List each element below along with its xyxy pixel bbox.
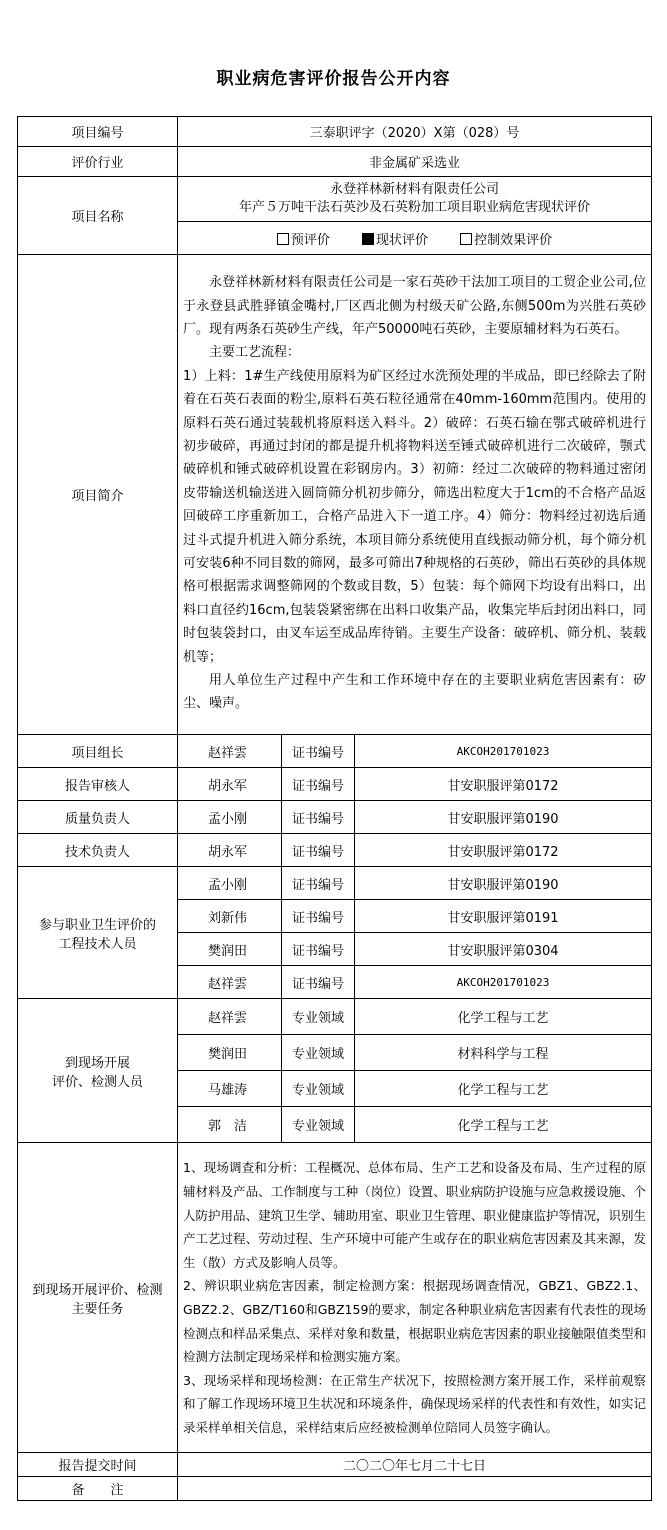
onsite-label: 到现场开展 评价、检测人员 — [18, 999, 178, 1143]
onsite-specialty: 化学工程与工艺 — [355, 1107, 652, 1143]
row-intro — [18, 255, 652, 735]
row-submit — [18, 1453, 652, 1477]
onsite-specialty: 材料科学与工程 — [355, 1035, 652, 1071]
onsite-name: 樊润田 — [178, 1035, 282, 1071]
task-paragraph: 1、现场调查和分析：工程概况、总体布局、生产工艺和设备及布局、生产过程的原辅材料及产品、工作制度与工种（岗位）设置、职业病防护设施与应急救援设施、个人防护用品、建筑卫生学、辅助用室、职业卫生管理、职业健康监护等情况，识别生产工艺过程、劳动过程、生产环境中可能产生或存在的职业病危害因素及其来源，发生（散）方式及影响人员等。 — [183, 1160, 647, 1270]
project-no-label: 项目编号 — [18, 117, 178, 147]
leader-label: 项目组长 — [18, 735, 178, 768]
option-status-evaluation: 现状评价 — [362, 229, 428, 248]
reviewer-cert: 甘安职服评第0172 — [355, 768, 652, 801]
table-row — [18, 999, 652, 1035]
reviewer-field: 证书编号 — [282, 768, 355, 801]
engineer-name: 孟小刚 — [178, 867, 282, 900]
onsite-field: 专业领域 — [282, 999, 355, 1035]
intro-label: 项目简介 — [18, 255, 178, 735]
table-row — [18, 867, 652, 900]
checkbox-filled-icon — [362, 233, 374, 245]
project-name-line1: 永登祥林新材料有限责任公司 — [330, 182, 500, 197]
engineer-name: 赵祥雲 — [178, 966, 282, 999]
quality-field: 证书编号 — [282, 801, 355, 834]
project-no-value: 三泰职评字（2020）X第（028）号 — [178, 117, 652, 147]
project-name-line2: 年产５万吨干法石英沙及石英粉加工项目职业病危害现状评价 — [239, 200, 591, 215]
industry-label: 评价行业 — [18, 147, 178, 177]
quality-name: 孟小刚 — [178, 801, 282, 834]
leader-cert: AKCOH201701023 — [355, 735, 652, 768]
engineer-field: 证书编号 — [282, 867, 355, 900]
option-control-evaluation: 控制效果评价 — [460, 229, 552, 248]
engineer-name: 刘新伟 — [178, 900, 282, 933]
intro-paragraph: 主要工艺流程： — [209, 345, 301, 361]
engineer-field: 证书编号 — [282, 933, 355, 966]
checkbox-empty-icon — [277, 233, 289, 245]
engineer-field: 证书编号 — [282, 900, 355, 933]
onsite-specialty: 化学工程与工艺 — [355, 1071, 652, 1107]
quality-label: 质量负责人 — [18, 801, 178, 834]
onsite-specialty: 化学工程与工艺 — [355, 999, 652, 1035]
row-industry — [18, 147, 652, 177]
row-quality — [18, 801, 652, 834]
engineer-cert: 甘安职服评第0190 — [355, 867, 652, 900]
submit-label: 报告提交时间 — [18, 1453, 178, 1477]
remark-value — [178, 1477, 652, 1501]
industry-value: 非金属矿采选业 — [178, 147, 652, 177]
task-paragraph: 2、辨识职业病危害因素，制定检测方案：根据现场调查情况，GBZ1、GBZ2.1、GBZ2.2、GBZ/T160和GBZ159的要求，制定各种职业病危害因素有代表性的现场检测点和样品采集点、采样对象和数量，根据职业病危害因素的职业接触限值类型和检测方法制定现场采样和检测实施方案。 — [183, 1278, 647, 1365]
engineer-cert: 甘安职服评第0191 — [355, 900, 652, 933]
tasks-content — [178, 1143, 652, 1453]
row-project-name — [18, 177, 652, 222]
tech-label: 技术负责人 — [18, 834, 178, 867]
engineer-cert: AKCOH201701023 — [355, 966, 652, 999]
intro-content — [178, 255, 652, 735]
engineer-cert: 甘安职服评第0304 — [355, 933, 652, 966]
reviewer-label: 报告审核人 — [18, 768, 178, 801]
intro-paragraph: 永登祥林新材料有限责任公司是一家石英砂干法加工项目的工贸企业公司,位于永登县武胜驿镇金嘴村,厂区西北侧为村级天矿公路,东侧500m为兴胜石英砂厂。现有两条石英砂生产线，年产50000吨石英砂，主要原辅材料为石英石。 — [183, 275, 647, 337]
option-pre-evaluation: 预评价 — [277, 229, 330, 248]
engineers-label: 参与职业卫生评价的 工程技术人员 — [18, 867, 178, 999]
tech-field: 证书编号 — [282, 834, 355, 867]
engineer-field: 证书编号 — [282, 966, 355, 999]
tech-name: 胡永军 — [178, 834, 282, 867]
disclosure-table — [17, 116, 652, 1501]
onsite-field: 专业领域 — [282, 1071, 355, 1107]
evaluation-type-options — [178, 222, 652, 255]
onsite-name: 赵祥雲 — [178, 999, 282, 1035]
leader-field: 证书编号 — [282, 735, 355, 768]
leader-name: 赵祥雲 — [178, 735, 282, 768]
tasks-label: 到现场开展评价、检测 主要任务 — [18, 1143, 178, 1453]
remark-label: 备 注 — [18, 1477, 178, 1501]
tech-cert: 甘安职服评第0172 — [355, 834, 652, 867]
engineer-name: 樊润田 — [178, 933, 282, 966]
project-name-label: 项目名称 — [18, 177, 178, 255]
submit-date: 二〇二〇年七月二十七日 — [178, 1453, 652, 1477]
onsite-field: 专业领域 — [282, 1107, 355, 1143]
task-paragraph: 3、现场采样和现场检测：在正常生产状况下，按照检测方案开展工作，采样前观察和了解工作现场环境卫生状况和环境条件，确保现场采样的代表性和有效性，如实记录采样单相关信息，采样结束后应经被检测单位陪同人员签字确认。 — [183, 1372, 647, 1435]
row-project-no — [18, 117, 652, 147]
reviewer-name: 胡永军 — [178, 768, 282, 801]
intro-paragraph: 用人单位生产过程中产生和工作环境中存在的主要职业病危害因素有：矽尘、噪声。 — [183, 673, 647, 712]
row-tasks — [18, 1143, 652, 1453]
quality-cert: 甘安职服评第0190 — [355, 801, 652, 834]
checkbox-empty-icon — [460, 233, 472, 245]
page-title: 职业病危害评价报告公开内容 — [216, 69, 451, 89]
row-tech — [18, 834, 652, 867]
project-name-value — [178, 177, 652, 222]
onsite-field: 专业领域 — [282, 1035, 355, 1071]
intro-paragraph: 1）上料：1#生产线使用原料为矿区经过水洗预处理的半成品，即已经除去了附着在石英石表面的粉尘,原料石英石粒径通常在40mm-160mm范围内。使用的原料石英石通过装载机将原料送入料斗。2）破碎：石英石输在鄂式破碎机进行初步破碎，再通过封闭的都是提升机将物料送至锤式破碎机进行二次破碎，颚式破碎机和锤式破碎机设置在彩钢房内。3）初筛：经过二次破碎的物料通过密闭皮带输送机输送进入圆筒筛分机初步筛分，筛选出粒度大于1cm的不合格产品返回破碎工序重新加工，合格产品进入下一道工序。4）筛分：物料经过初选后通过斗式提升机进入筛分系统，本项目筛分系统使用直线振动筛分机，每个筛分机可安装6种不同目数的筛网，最多可筛出7种规格的石英砂，筛出石英砂的具体规格可根据需求调整筛网的个数或目数，5）包装：每个筛网下均设有出料口，出料口直径约16cm,包装袋紧密绑在出料口收集产品，收集完毕后封闭出料口，同时包装袋封口，由叉车运至成品库待销。主要生产设备：破碎机、筛分机、装载机等； — [183, 368, 647, 665]
row-reviewer — [18, 768, 652, 801]
onsite-name: 马雄涛 — [178, 1071, 282, 1107]
row-remark — [18, 1477, 652, 1501]
row-leader — [18, 735, 652, 768]
onsite-name: 郭 洁 — [178, 1107, 282, 1143]
